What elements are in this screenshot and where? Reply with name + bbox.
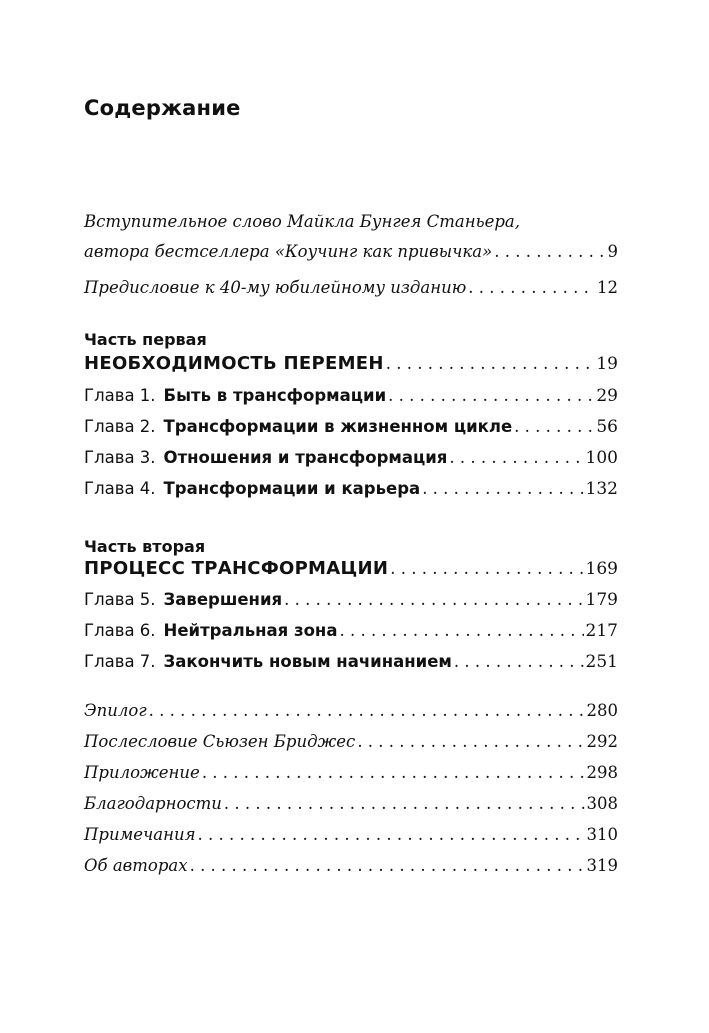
preface-label: Предисловие к 40-му юбилейному изданию xyxy=(84,278,467,297)
chapter-title: Отношения и трансформация xyxy=(163,448,448,467)
chapter-title: Завершения xyxy=(163,590,283,609)
dot-leader xyxy=(454,652,584,671)
page-number: 100 xyxy=(585,448,618,468)
toc-entry-afterword xyxy=(84,732,618,751)
page-number: 19 xyxy=(596,354,618,374)
chapter-number: Глава 3. xyxy=(84,448,156,467)
toc-entry-foreword-line1 xyxy=(84,212,618,231)
page-number: 179 xyxy=(585,590,618,610)
dot-leader xyxy=(149,701,585,720)
toc-entry-foreword xyxy=(84,242,618,261)
dot-leader xyxy=(388,386,594,405)
page-number: 319 xyxy=(586,856,618,875)
page-number: 292 xyxy=(586,732,618,751)
chapter-title: Быть в трансформации xyxy=(163,386,387,405)
toc-title: Содержание xyxy=(84,96,241,120)
back-matter-label: Примечания xyxy=(84,825,196,844)
toc-entry-chapter-3 xyxy=(84,448,618,468)
back-matter-label: Приложение xyxy=(84,763,200,782)
foreword-label-line2: автора бестселлера «Коучинг как привычка» xyxy=(84,242,493,261)
dot-leader xyxy=(449,448,583,467)
dot-leader xyxy=(190,856,585,875)
toc-entry-appendix xyxy=(84,763,618,782)
back-matter-label: Благодарности xyxy=(84,794,222,813)
toc-entry-part-1 xyxy=(84,353,618,374)
part-title: НЕОБХОДИМОСТЬ ПЕРЕМЕН xyxy=(84,353,384,374)
part-label: Часть первая xyxy=(84,330,207,349)
toc-entry-epilogue xyxy=(84,701,618,720)
chapter-title: Трансформации и карьера xyxy=(163,479,421,498)
chapter-number: Глава 6. xyxy=(84,621,156,640)
chapter-title: Нейтральная зона xyxy=(163,621,338,640)
dot-leader xyxy=(202,763,585,782)
page-number: 298 xyxy=(586,763,618,782)
toc-entry-about-authors xyxy=(84,856,618,875)
page-number: 56 xyxy=(596,417,618,437)
page-number: 132 xyxy=(585,479,618,499)
page-number: 308 xyxy=(586,794,618,813)
foreword-label-line1: Вступительное слово Майкла Бунгея Станьера, xyxy=(84,212,521,231)
dot-leader xyxy=(198,825,585,844)
chapter-number: Глава 2. xyxy=(84,417,156,436)
back-matter-label: Эпилог xyxy=(84,701,147,720)
page-number: 310 xyxy=(586,825,618,844)
dot-leader xyxy=(390,559,583,578)
chapter-number: Глава 5. xyxy=(84,590,156,609)
part-label: Часть вторая xyxy=(84,537,206,556)
chapter-title: Закончить новым начинанием xyxy=(163,652,452,671)
toc-entry-part-2 xyxy=(84,558,618,579)
page-number: 217 xyxy=(585,621,618,641)
page-number: 251 xyxy=(585,652,618,672)
dot-leader xyxy=(339,621,583,640)
back-matter-label: Об авторах xyxy=(84,856,188,875)
toc-entry-chapter-4 xyxy=(84,479,618,499)
toc-entry-chapter-1 xyxy=(84,386,618,406)
chapter-number: Глава 7. xyxy=(84,652,156,671)
dot-leader xyxy=(514,417,594,436)
toc-entry-chapter-7 xyxy=(84,652,618,672)
toc-entry-acknowledgements xyxy=(84,794,618,813)
dot-leader xyxy=(224,794,585,813)
page-number: 280 xyxy=(586,701,618,720)
back-matter-label: Послесловие Сьюзен Бриджес xyxy=(84,732,356,751)
dot-leader xyxy=(422,479,583,498)
toc-entry-chapter-5 xyxy=(84,590,618,610)
chapter-number: Глава 1. xyxy=(84,386,156,405)
page-number: 29 xyxy=(596,386,618,406)
dot-leader xyxy=(468,278,595,297)
page-number: 12 xyxy=(597,278,618,297)
dot-leader xyxy=(357,732,584,751)
part-title: ПРОЦЕСС ТРАНСФОРМАЦИИ xyxy=(84,558,389,579)
chapter-number: Глава 4. xyxy=(84,479,156,498)
page-number: 9 xyxy=(607,242,618,261)
toc-entry-preface xyxy=(84,278,618,297)
toc-entry-notes xyxy=(84,825,618,844)
dot-leader xyxy=(284,590,583,609)
dot-leader xyxy=(386,354,595,373)
page-number: 169 xyxy=(585,559,618,579)
chapter-title: Трансформации в жизненном цикле xyxy=(163,417,513,436)
dot-leader xyxy=(494,242,605,261)
toc-entry-chapter-2 xyxy=(84,417,618,437)
toc-entry-chapter-6 xyxy=(84,621,618,641)
